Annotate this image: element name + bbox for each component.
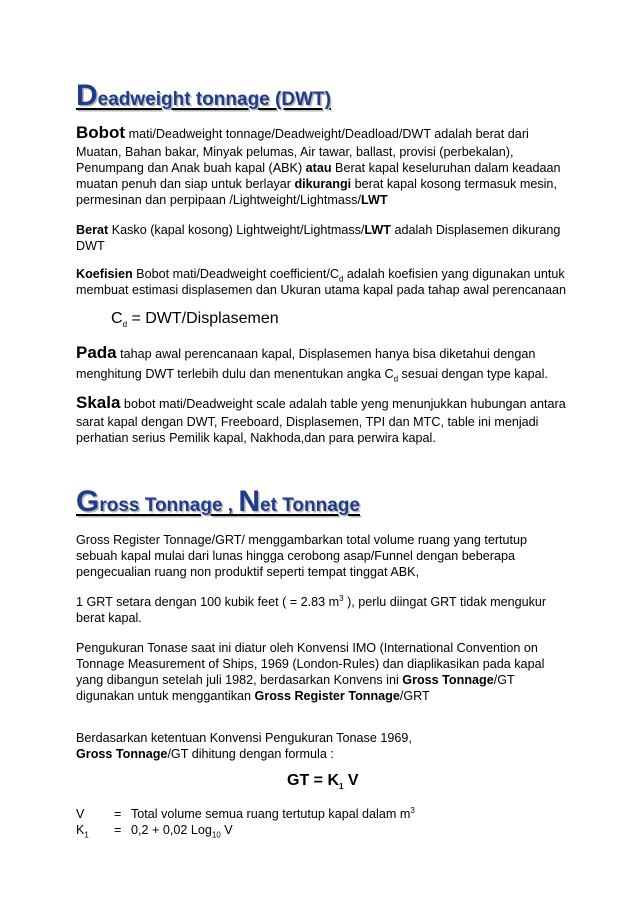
pengukuran-text-3a: yang dibangun setelah juli 1982, berdasarkan Konvens ini <box>76 673 403 687</box>
heading-gross-net-tonnage <box>76 485 360 518</box>
pada-text-2a: menghitung DWT terlebih dulu dan menentukan angka C <box>76 367 394 381</box>
berat-bold-lwt: LWT <box>364 223 391 237</box>
pada-lead-word: Pada <box>76 343 117 362</box>
koefisien-line-1 <box>76 266 565 283</box>
skala-text-1: bobot mati/Deadweight scale adalah table yeng menunjukkan hubungan antara <box>120 397 566 411</box>
grt-def-superscript: 3 <box>339 593 344 603</box>
koefisien-text-1b: adalah koefisien yang digunakan untuk <box>343 267 565 281</box>
grt-def-line-1 <box>76 594 546 611</box>
berdasarkan-bold-gross-tonnage: Gross Tonnage <box>76 747 168 761</box>
def-symbol-k1 <box>76 822 114 839</box>
grt-def-text-1a: 1 GRT setara dengan 100 kubik feet ( = 2.83 m <box>76 595 340 609</box>
pengukuran-text-4a: digunakan untuk menggantikan <box>76 689 255 703</box>
koefisien-lead-word: Koefisien <box>76 267 133 281</box>
def-equals: = <box>114 823 122 837</box>
bobot-line-4 <box>76 176 557 193</box>
pada-subscript: d <box>393 374 399 384</box>
pada-text-2b: sesuai dengan type kapal. <box>398 367 548 381</box>
berat-lead-word: Berat <box>76 223 109 237</box>
heading-gross-text: ross Tonnage <box>99 495 223 516</box>
def-row-k1 <box>76 822 233 839</box>
skala-line-1 <box>76 394 566 413</box>
bobot-lead-word: Bobot <box>76 123 126 142</box>
gt-formula <box>287 772 359 790</box>
cd-formula-rest: = DWT/Displasemen <box>127 310 279 327</box>
pengukuran-bold-grt: Gross Register Tonnage <box>254 689 400 703</box>
def-symbol-text: V <box>76 807 85 821</box>
bobot-text-4a: muatan penuh dan siap untuk berlayar <box>76 177 295 191</box>
heading-separator: , <box>222 495 239 516</box>
def-tail: V <box>220 823 233 837</box>
berat-text-1a: Kasko (kapal kosong) Lightweight/Lightmass/ <box>108 223 365 237</box>
koefisien-text-1a: Bobot mati/Deadweight coefficient/C <box>132 267 339 281</box>
bobot-text-3c: Berat kapal keseluruhan dalam keadaan <box>331 161 561 175</box>
pengukuran-line-4 <box>76 688 430 705</box>
def-superscript: 3 <box>410 805 415 815</box>
cd-formula <box>111 310 279 328</box>
pada-line-2 <box>76 366 548 383</box>
bobot-line-3 <box>76 160 561 177</box>
grt-def-line-2: berat kapal. <box>76 611 142 625</box>
heading-cap-letter: D <box>76 79 98 112</box>
berat-text-1c: adalah Displasemen dikurang <box>391 223 561 237</box>
koefisien-line-2: membuat estimasi displasemen dan Ukuran utama kapal pada tahap awal perencanaan <box>76 283 567 297</box>
koefisien-subscript: d <box>338 274 344 284</box>
def-row-v <box>76 806 415 823</box>
bobot-line-2: Muatan, Bahan bakar, Minyak pelumas, Air tawar, ballast, provisi (perbekalan), <box>76 145 514 159</box>
bobot-text-4c: berat kapal kosong termasuk mesin, <box>351 177 557 191</box>
bobot-bold-lwt: LWT <box>360 193 388 207</box>
grt-line-3: pengecualian ruang non produktif seperti tempat tinggat ABK, <box>76 565 420 579</box>
def-text: 0,2 + 0,02 Log <box>131 823 212 837</box>
pada-line-1 <box>76 344 535 363</box>
gt-formula-right: V <box>343 772 359 789</box>
bobot-line-1 <box>76 124 529 143</box>
grt-def-text-1b: ), perlu diingat GRT tidak mengukur <box>343 595 547 609</box>
heading-net-text: et Tonnage <box>260 495 360 516</box>
berdasarkan-line-1: Berdasarkan ketentuan Konvensi Pengukuran Tonase 1969, <box>76 731 412 745</box>
heading-cap-n: N <box>238 485 261 518</box>
bobot-text-5a: permesinan dan perpipaan /Lightweight/Lightmass/ <box>76 193 361 207</box>
heading-text: eadweight tonnage (DWT) <box>97 89 331 110</box>
berdasarkan-text-2b: /GT dihitung dengan formula : <box>167 747 334 761</box>
pengukuran-text-4c: /GRT <box>399 689 430 703</box>
grt-line-2: sebuah kapal mulai dari lunas hingga cerobong asap/Funnel dengan beberapa <box>76 549 516 563</box>
skala-line-2: sarat kapal dengan DWT, Freeboard, Displasemen, TPI dan MTC, table ini menjadi <box>76 415 539 429</box>
cd-symbol: C <box>111 310 123 327</box>
def-symbol-subscript: 1 <box>84 830 89 840</box>
gt-formula-subscript: 1 <box>339 782 344 792</box>
def-symbol-v <box>76 806 114 823</box>
berdasarkan-line-2 <box>76 746 334 763</box>
heading-deadweight-tonnage <box>76 79 331 112</box>
skala-lead-word: Skala <box>76 393 121 412</box>
pada-text-1: tahap awal perencanaan kapal, Displasemen hanya bisa diketahui dengan <box>116 347 536 361</box>
bobot-text-3a: Penumpang dan Anak buah kapal (ABK) <box>76 161 306 175</box>
skala-line-3: perhatian serius Pemilik kapal, Nakhoda,dan para perwira kapal. <box>76 431 436 445</box>
def-log-subscript: 10 <box>211 830 221 840</box>
berat-line-1 <box>76 222 560 239</box>
grt-line-1: Gross Register Tonnage/GRT/ menggambarkan total volume ruang yang tertutup <box>76 533 528 547</box>
pengukuran-line-2: Tonnage Measurement of Ships, 1969 (London-Rules) dan diaplikasikan pada kapal <box>76 657 545 671</box>
pengukuran-text-3c: /GT <box>493 673 515 687</box>
gt-formula-left: GT = K <box>287 772 340 789</box>
bobot-bold-dikurangi: dikurangi <box>294 177 352 191</box>
berat-line-2: DWT <box>76 239 105 253</box>
def-equals: = <box>114 807 122 821</box>
bobot-bold-atau: atau <box>305 161 332 175</box>
pengukuran-line-3 <box>76 672 515 689</box>
pengukuran-line-1: Pengukuran Tonase saat ini diatur oleh Konvensi IMO (International Convention on <box>76 641 538 655</box>
def-text: Total volume semua ruang tertutup kapal dalam m <box>131 807 411 821</box>
heading-cap-g: G <box>76 485 100 518</box>
bobot-line-5 <box>76 192 388 209</box>
def-symbol-text: K <box>76 823 85 837</box>
pengukuran-bold-gross-tonnage: Gross Tonnage <box>402 673 494 687</box>
bobot-text-1: mati/Deadweight tonnage/Deadweight/Deadload/DWT adalah berat dari <box>125 127 529 141</box>
cd-subscript: d <box>122 320 128 330</box>
